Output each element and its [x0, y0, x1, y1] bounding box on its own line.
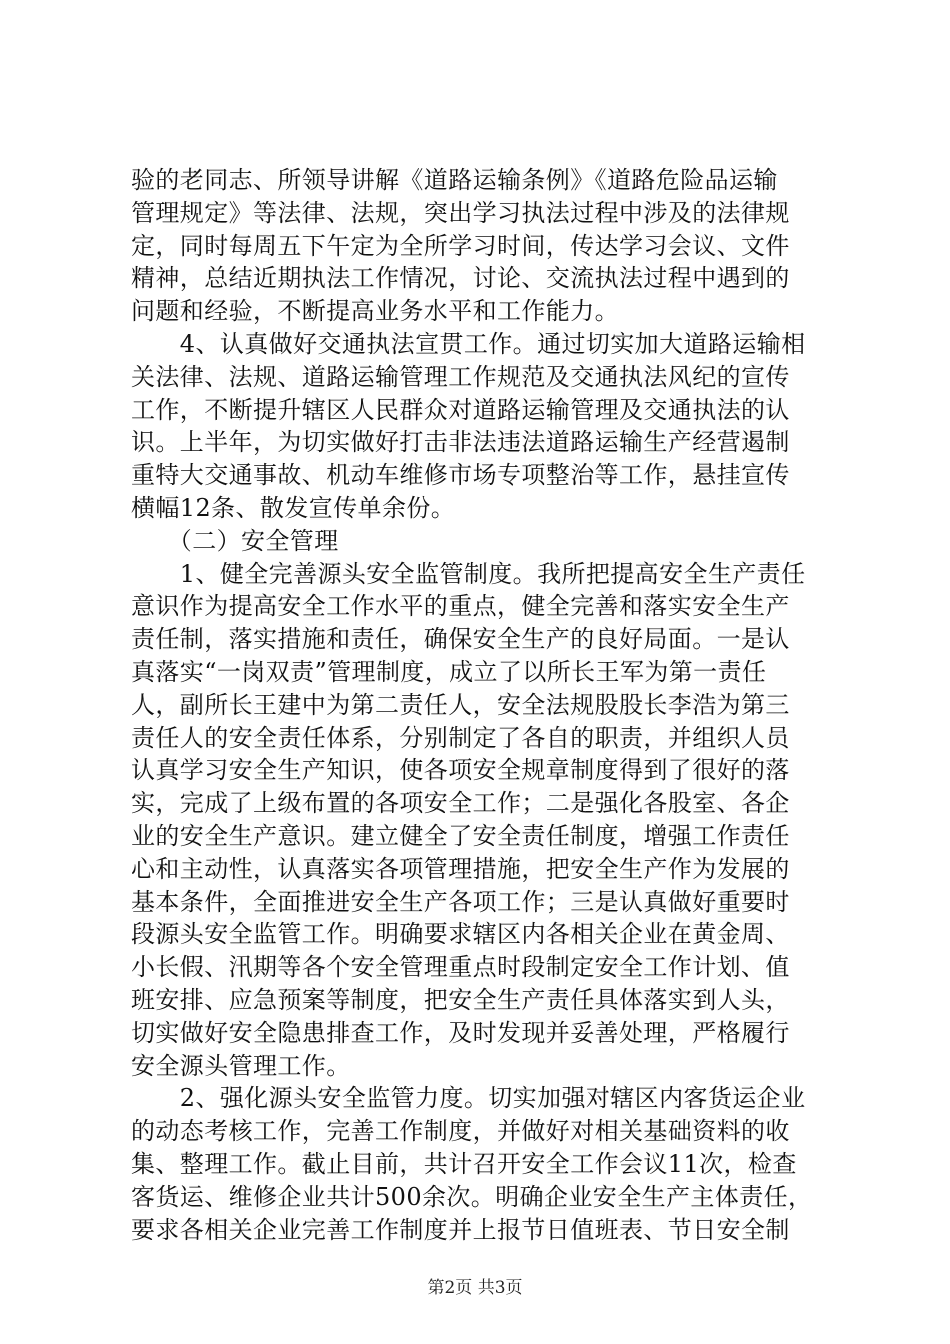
text-line: 安全源头管理工作。	[131, 1051, 351, 1080]
text-line: 实，完成了上级布置的各项安全工作；二是强化各股室、各企	[131, 789, 790, 818]
text-line: 班安排、应急预案等制度，把安全生产责任具体落实到人头，	[131, 985, 790, 1014]
text-line: 要求各相关企业完善工作制度并上报节日值班表、节日安全制	[131, 1215, 790, 1244]
text-line: 切实做好安全隐患排查工作，及时发现并妥善处理，严格履行	[131, 1018, 790, 1047]
text-line: 业的安全生产意识。建立健全了安全责任制度，增强工作责任	[131, 821, 790, 850]
text-line: 责任制，落实措施和责任，确保安全生产的良好局面。一是认	[131, 625, 790, 654]
text-line: 人，副所长王建中为第二责任人，安全法规股股长李浩为第三	[131, 690, 790, 719]
text-line: 客货运、维修企业共计500余次。明确企业安全生产主体责任，	[131, 1182, 813, 1211]
text-line: 认真学习安全生产知识，使各项安全规章制度得到了很好的落	[131, 756, 790, 785]
text-line: 验的老同志、所领导讲解《道路运输条例》《道路危险品运输	[131, 166, 778, 194]
text-line: 识。上半年，为切实做好打击非法违法道路运输生产经营遏制	[131, 428, 790, 457]
page-footer: 第2页 共3页	[427, 1278, 523, 1298]
text-line: 心和主动性，认真落实各项管理措施，把安全生产作为发展的	[131, 854, 790, 883]
text-line: 责任人的安全责任体系，分别制定了各自的职责，并组织人员	[131, 723, 790, 752]
text-line: 的动态考核工作，完善工作制度，并做好对相关基础资料的收	[131, 1117, 790, 1146]
text-line: 问题和经验，不断提高业务水平和工作能力。	[131, 297, 619, 326]
text-line: 工作，不断提升辖区人民群众对道路运输管理及交通执法的认	[131, 395, 790, 424]
text-line: 重特大交通事故、机动车维修市场专项整治等工作，悬挂宣传	[131, 461, 790, 490]
text-line: 小长假、汛期等各个安全管理重点时段制定安全工作计划、值	[131, 953, 790, 982]
text-line: 关法律、法规、道路运输管理工作规范及交通执法风纪的宣传	[131, 362, 790, 391]
text-line: （二）安全管理	[131, 526, 339, 555]
text-line: 段源头安全监管工作。明确要求辖区内各相关企业在黄金周、	[131, 920, 790, 949]
text-line: 横幅12条、散发宣传单余份。	[131, 493, 456, 522]
text-line: 2、强化源头安全监管力度。切实加强对辖区内客货运企业	[131, 1084, 806, 1113]
text-line: 真落实“一岗双责”管理制度，成立了以所长王军为第一责任	[131, 657, 767, 686]
text-line: 意识作为提高安全工作水平的重点，健全完善和落实安全生产	[131, 592, 790, 621]
text-line: 集、整理工作。截止目前，共计召开安全工作会议11次，检查	[131, 1149, 797, 1178]
text-line: 4、认真做好交通执法宣贯工作。通过切实加大道路运输相	[131, 329, 806, 358]
text-line: 1、健全完善源头安全监管制度。我所把提高安全生产责任	[131, 559, 806, 588]
text-line: 定，同时每周五下午定为全所学习时间，传达学习会议、文件	[131, 231, 790, 260]
text-line: 基本条件，全面推进安全生产各项工作；三是认真做好重要时	[131, 887, 790, 916]
document-body	[131, 164, 831, 1246]
text-line: 精神，总结近期执法工作情况，讨论、交流执法过程中遇到的	[131, 264, 790, 293]
text-line: 管理规定》等法律、法规，突出学习执法过程中涉及的法律规	[131, 198, 790, 227]
